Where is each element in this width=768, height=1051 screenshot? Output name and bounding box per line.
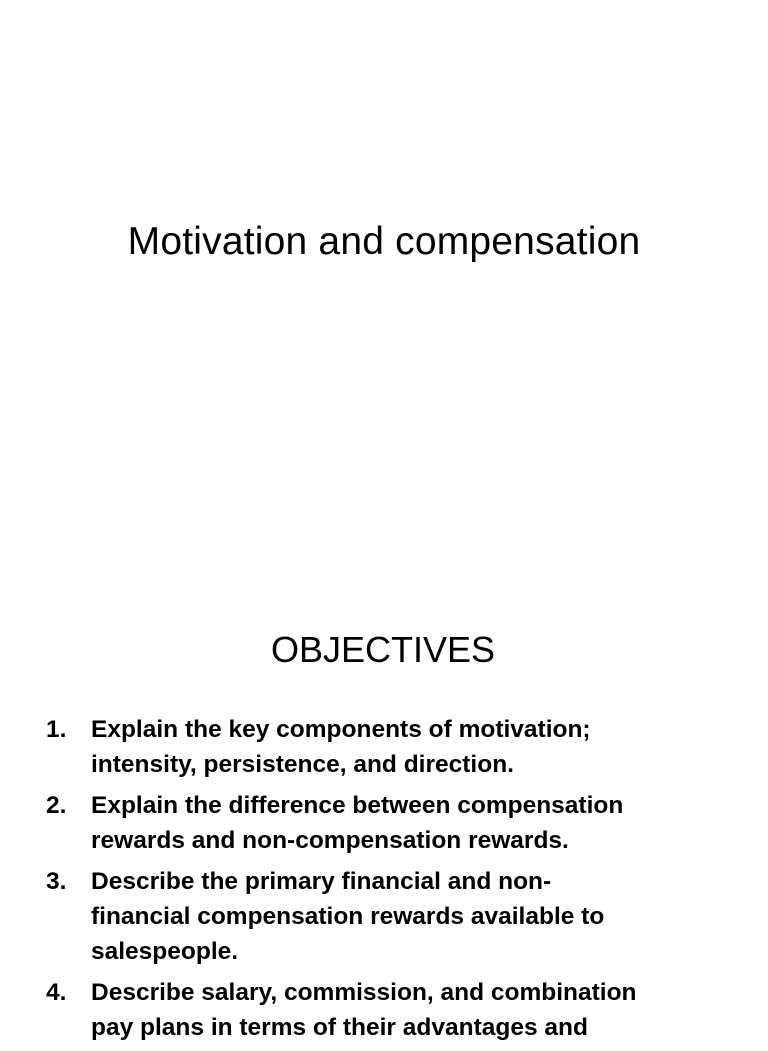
objective-item — [46, 712, 746, 782]
objective-number: 1. — [46, 716, 67, 743]
objective-text: Explain the key components of motivation; intensity, persistence, and direction. — [91, 716, 591, 778]
objective-text: Explain the difference between compensation rewards and non-compensation rewards. — [91, 792, 624, 854]
objective-item — [46, 788, 746, 858]
objective-item — [46, 864, 746, 969]
objective-text: Describe salary, commission, and combination pay plans in terms of their advantages and — [91, 979, 637, 1041]
objective-number: 3. — [46, 868, 67, 895]
objective-item — [46, 975, 746, 1045]
objectives-heading: OBJECTIVES — [270, 629, 496, 670]
objective-number: 2. — [46, 792, 67, 819]
objectives-slide — [0, 576, 768, 1041]
slide-title: Motivation and compensation — [127, 220, 641, 263]
objective-number: 4. — [46, 979, 67, 1006]
objective-text: Describe the primary financial and non- financial compensation rewards available to salespeople. — [91, 868, 605, 965]
objectives-list — [46, 712, 746, 1051]
